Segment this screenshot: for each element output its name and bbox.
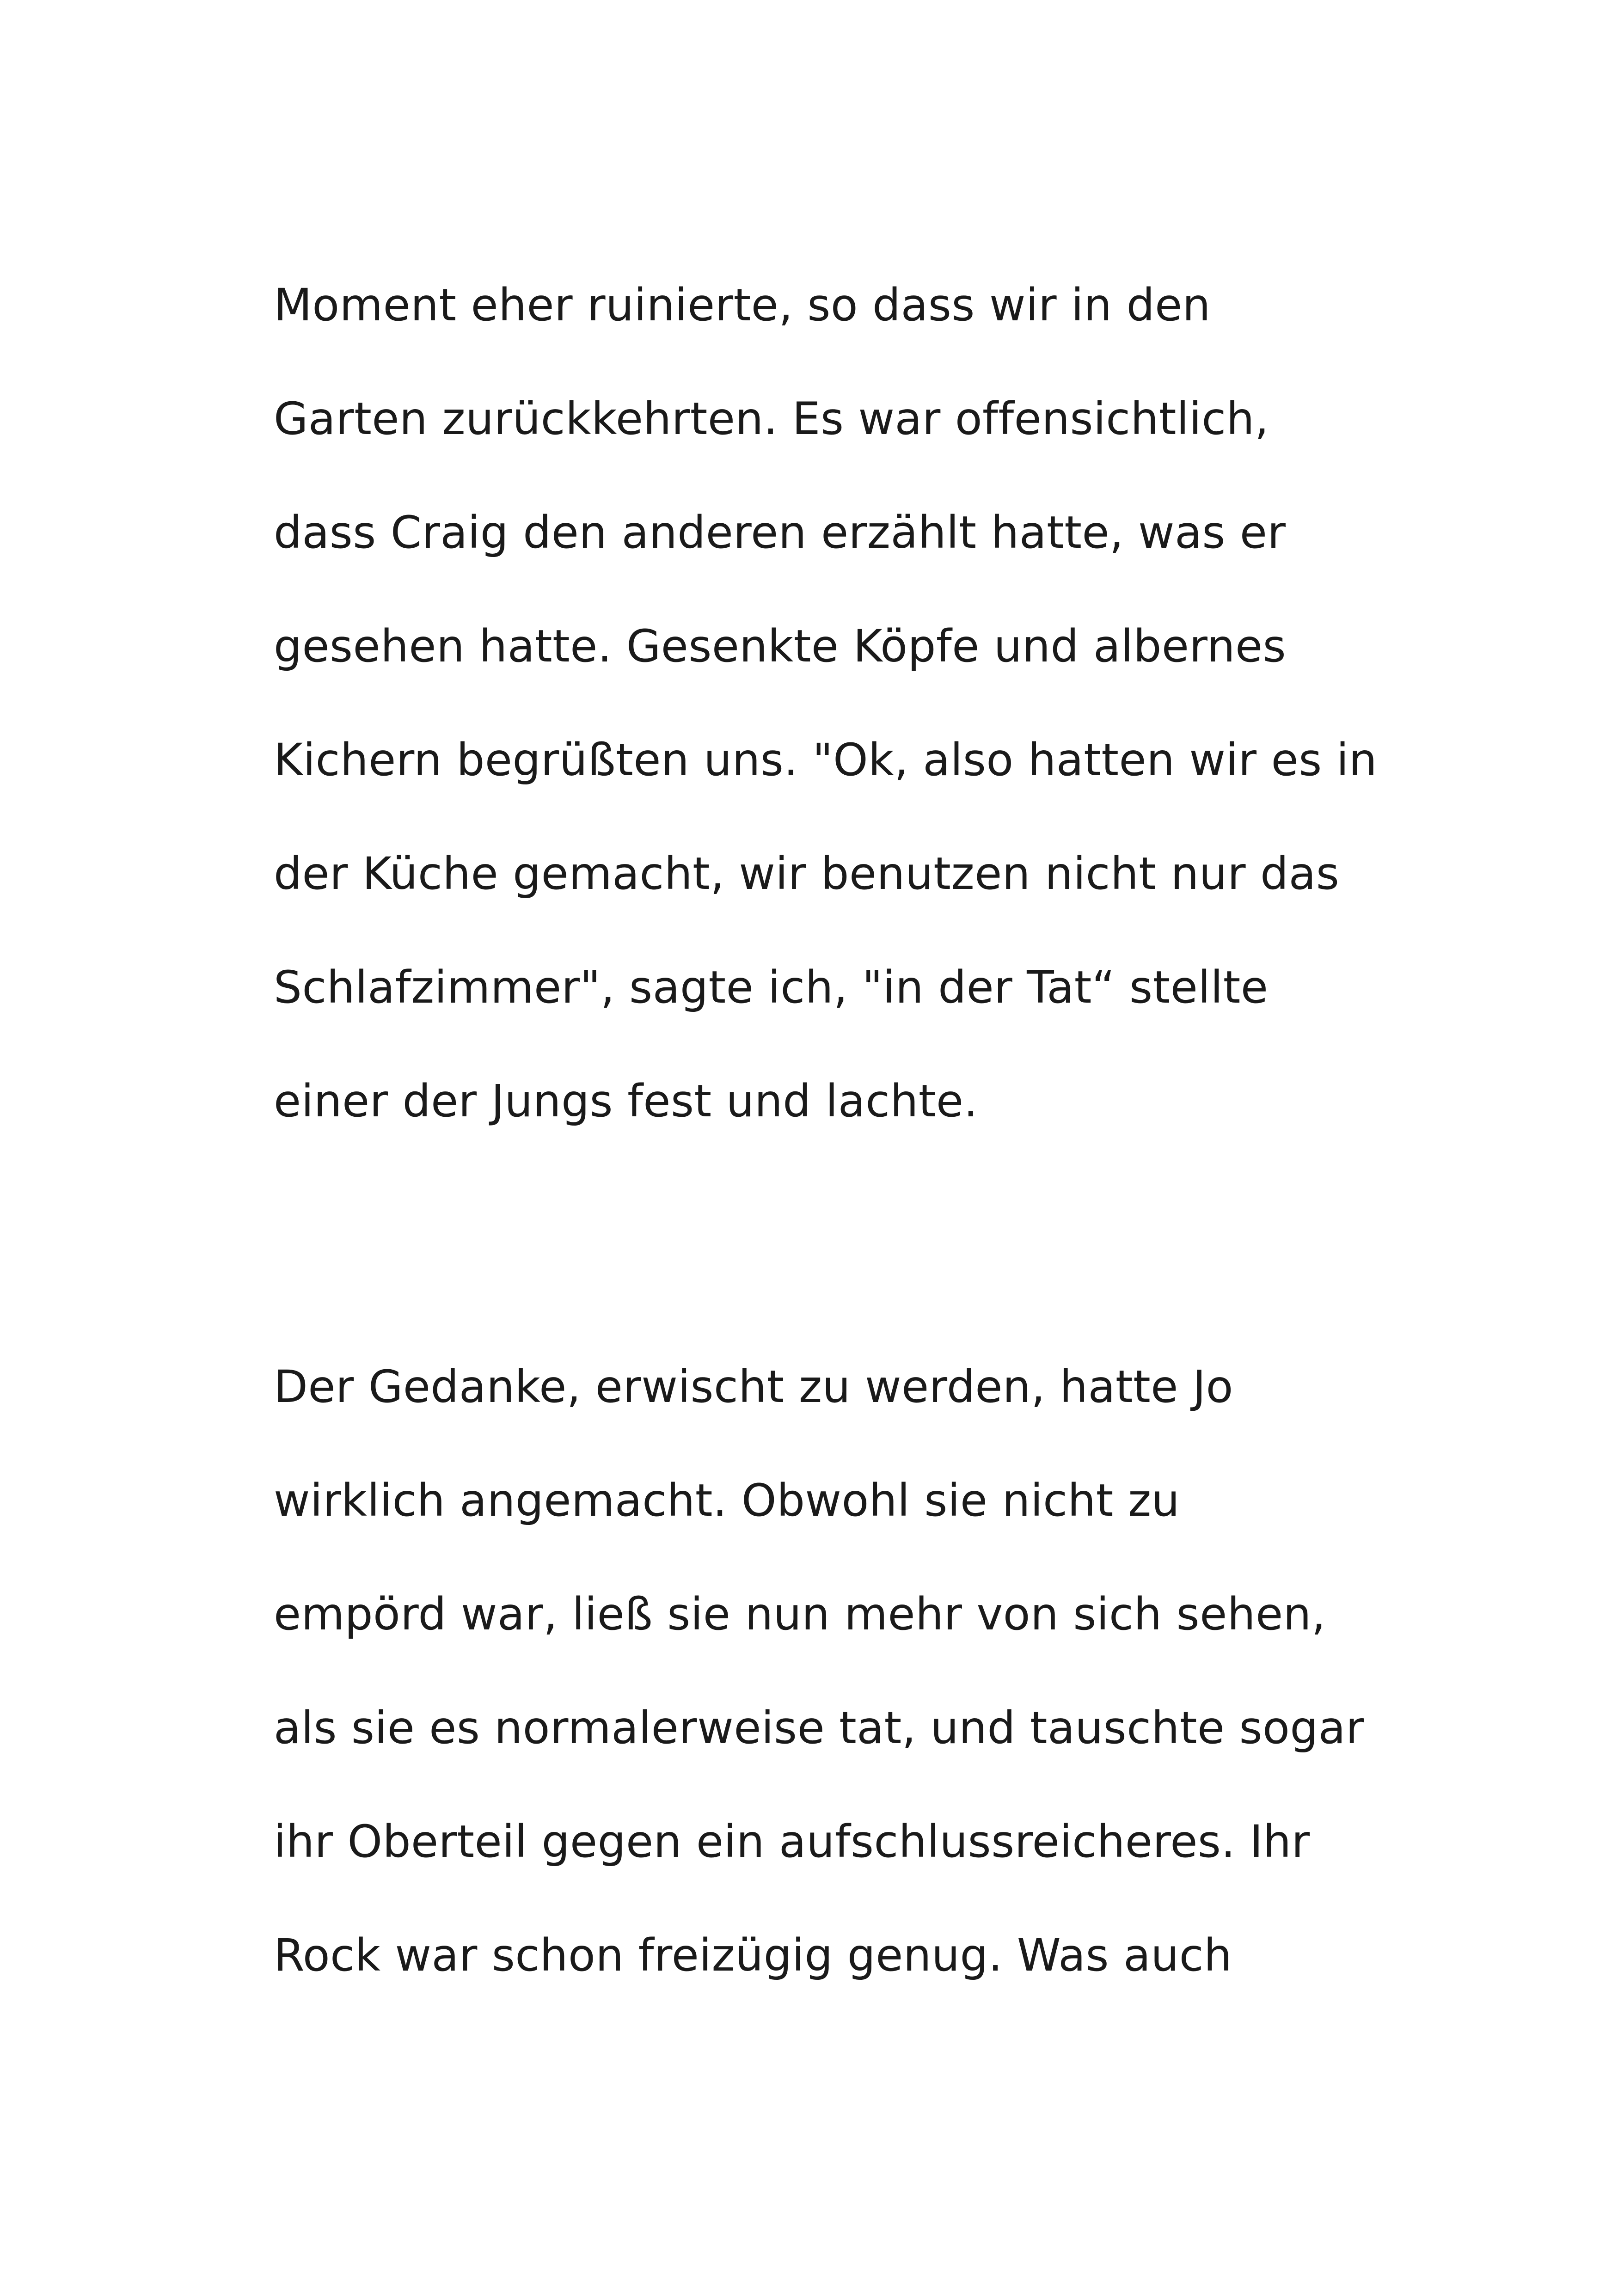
text-line: wirklich angemacht. Obwohl sie nicht zu <box>274 1475 1180 1526</box>
text-line: dass Craig den anderen erzählt hatte, was er <box>274 507 1286 558</box>
text-line: Kichern begrüßten uns. "Ok, also hatten wir es in <box>274 734 1378 786</box>
text-line: Garten zurückkehrten. Es war offensichtlich, <box>274 393 1269 445</box>
text-line: ihr Oberteil gegen ein aufschlussreicheres. Ihr <box>274 1816 1310 1867</box>
text-line: Schlafzimmer", sagte ich, "in der Tat“ stellte <box>274 961 1269 1013</box>
text-line: Moment eher ruinierte, so dass wir in den <box>274 279 1211 331</box>
text-line: der Küche gemacht, wir benutzen nicht nur das <box>274 848 1340 900</box>
text-line: Rock war schon freizügig genug. Was auch <box>274 1929 1232 1981</box>
text-line: einer der Jungs fest und lachte. <box>274 1075 978 1127</box>
text-line: als sie es normalerweise tat, und tauschte sogar <box>274 1702 1365 1754</box>
text-line: gesehen hatte. Gesenkte Köpfe und albernes <box>274 620 1287 672</box>
text-line: Der Gedanke, erwischt zu werden, hatte Jo <box>274 1361 1233 1413</box>
text-line: empörd war, ließ sie nun mehr von sich sehen, <box>274 1588 1326 1640</box>
